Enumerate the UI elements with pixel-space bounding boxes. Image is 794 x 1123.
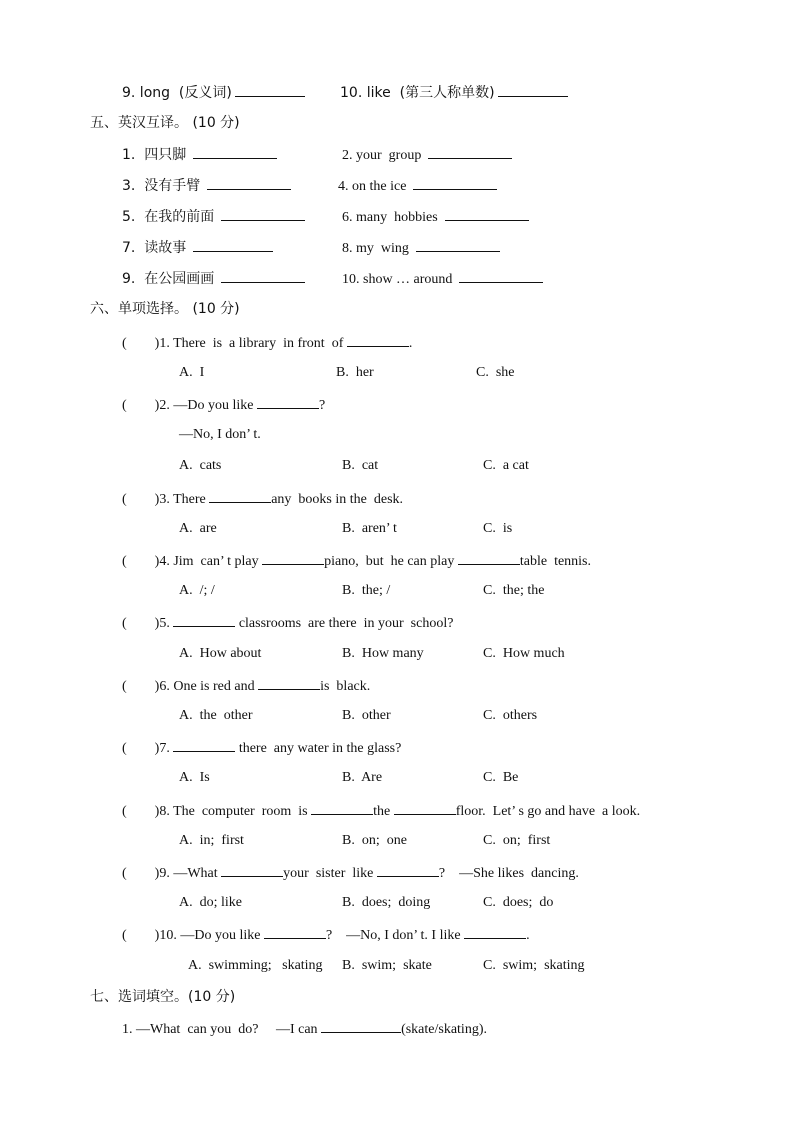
part5-item-left: 7. 读故事 — [122, 237, 273, 257]
answer-blank[interactable] — [413, 175, 497, 190]
answer-blank[interactable] — [173, 737, 235, 752]
option-b[interactable]: B. her — [336, 365, 374, 380]
option-b[interactable]: B. Are — [342, 770, 383, 785]
question-6: ( )6. One is red and is black. — [122, 675, 370, 695]
part4-item-10: 10. like (第三人称单数) — [340, 82, 568, 102]
option-c[interactable]: C. Be — [483, 770, 519, 785]
question-3: ( )3. There any books in the desk. — [122, 488, 403, 508]
part5-item-right: 2. your group — [342, 144, 512, 164]
option-c[interactable]: C. she — [476, 365, 515, 380]
answer-blank[interactable] — [445, 206, 529, 221]
option-c[interactable]: C. on; first — [483, 833, 551, 848]
answer-blank[interactable] — [193, 144, 277, 159]
part5-item-right: 4. on the ice — [338, 175, 497, 195]
answer-blank[interactable] — [264, 924, 326, 939]
question-7: ( )7. there any water in the glass? — [122, 737, 401, 757]
answer-blank[interactable] — [258, 675, 320, 690]
option-a[interactable]: A. the other — [179, 708, 253, 723]
part5-item-left: 3. 没有手臂 — [122, 175, 291, 195]
option-b[interactable]: B. on; one — [342, 833, 407, 848]
option-a[interactable]: A. in; first — [179, 833, 244, 848]
option-b[interactable]: B. other — [342, 708, 391, 723]
part7-item-1: 1. —What can you do? —I can (skate/skating). — [122, 1018, 487, 1038]
part5-item-left: 1. 四只脚 — [122, 144, 277, 164]
question-8: ( )8. The computer room is the floor. Let’ s go and have a look. — [122, 800, 640, 820]
option-b[interactable]: B. aren’ t — [342, 521, 397, 536]
part4-item-9: 9. long (反义词) — [122, 82, 305, 102]
answer-blank[interactable] — [321, 1018, 401, 1033]
question-reply: —No, I don’ t. — [179, 427, 261, 442]
question-10: ( )10. —Do you like ? —No, I don’ t. I like . — [122, 924, 530, 944]
answer-blank[interactable] — [221, 206, 305, 221]
section-heading-part7: 七、选词填空。(10 分) — [90, 989, 236, 1005]
part5-item-right: 8. my wing — [342, 237, 500, 257]
part5-item-left: 5. 在我的前面 — [122, 206, 305, 226]
answer-blank[interactable] — [459, 268, 543, 283]
answer-blank[interactable] — [221, 268, 305, 283]
section-heading-part6: 六、单项选择。 (10 分) — [90, 301, 240, 317]
option-b[interactable]: B. the; / — [342, 583, 391, 598]
answer-blank[interactable] — [221, 862, 283, 877]
answer-blank[interactable] — [193, 237, 273, 252]
answer-blank[interactable] — [394, 800, 456, 815]
option-a[interactable]: A. are — [179, 521, 217, 536]
part5-item-right: 10. show … around — [342, 268, 543, 288]
part5-item-left: 9. 在公园画画 — [122, 268, 305, 288]
answer-blank[interactable] — [209, 488, 271, 503]
option-c[interactable]: C. does; do — [483, 895, 554, 910]
answer-blank[interactable] — [458, 550, 520, 565]
answer-blank[interactable] — [311, 800, 373, 815]
answer-blank[interactable] — [377, 862, 439, 877]
answer-blank[interactable] — [347, 332, 409, 347]
option-a[interactable]: A. Is — [179, 770, 210, 785]
answer-blank[interactable] — [428, 144, 512, 159]
option-b[interactable]: B. swim; skate — [342, 958, 432, 973]
answer-blank[interactable] — [416, 237, 500, 252]
option-c[interactable]: C. the; the — [483, 583, 545, 598]
option-b[interactable]: B. cat — [342, 458, 379, 473]
option-c[interactable]: C. is — [483, 521, 513, 536]
question-4: ( )4. Jim can’ t play piano, but he can play table tennis. — [122, 550, 591, 570]
option-b[interactable]: B. does; doing — [342, 895, 431, 910]
option-c[interactable]: C. others — [483, 708, 538, 723]
option-b[interactable]: B. How many — [342, 646, 424, 661]
option-a[interactable]: A. I — [179, 365, 205, 380]
option-a[interactable]: A. do; like — [179, 895, 242, 910]
option-c[interactable]: C. How much — [483, 646, 565, 661]
option-c[interactable]: C. swim; skating — [483, 958, 585, 973]
part5-item-right: 6. many hobbies — [342, 206, 529, 226]
option-a[interactable]: A. cats — [179, 458, 222, 473]
question-9: ( )9. —What your sister like ? —She likes dancing. — [122, 862, 579, 882]
question-1: ( )1. There is a library in front of . — [122, 332, 412, 352]
section-heading-part5: 五、英汉互译。 (10 分) — [90, 115, 240, 131]
option-a[interactable]: A. /; / — [179, 583, 215, 598]
answer-blank[interactable] — [464, 924, 526, 939]
answer-blank[interactable] — [257, 394, 319, 409]
answer-blank[interactable] — [262, 550, 324, 565]
answer-blank[interactable] — [498, 82, 568, 97]
question-5: ( )5. classrooms are there in your school? — [122, 612, 453, 632]
answer-blank[interactable] — [173, 612, 235, 627]
option-c[interactable]: C. a cat — [483, 458, 529, 473]
answer-blank[interactable] — [207, 175, 291, 190]
option-a[interactable]: A. How about — [179, 646, 262, 661]
answer-blank[interactable] — [235, 82, 305, 97]
option-a[interactable]: A. swimming; skating — [188, 958, 323, 973]
question-2: ( )2. —Do you like ? — [122, 394, 325, 414]
